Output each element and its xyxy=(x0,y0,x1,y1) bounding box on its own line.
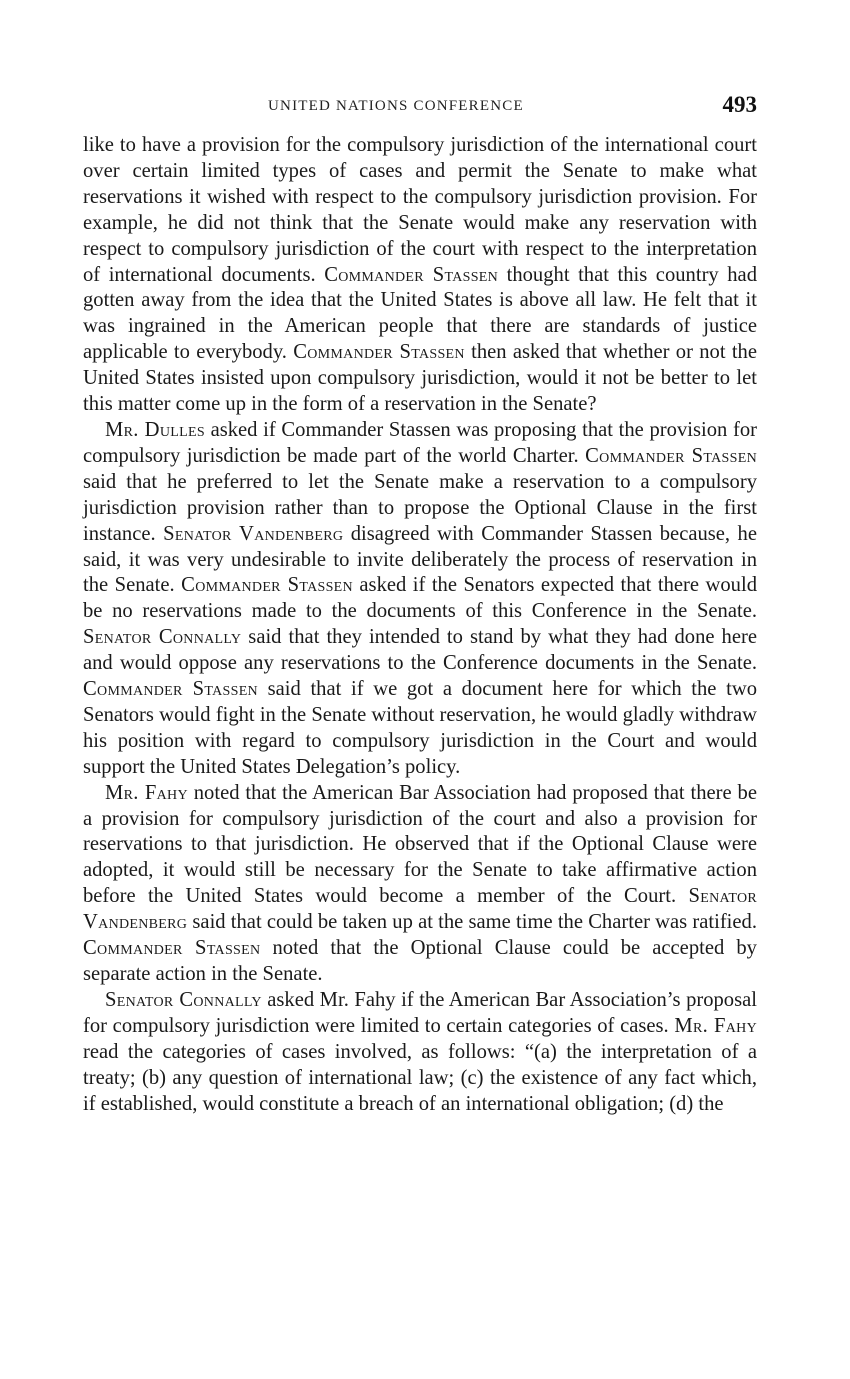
paragraph xyxy=(83,988,757,1118)
paragraph xyxy=(83,133,757,418)
text-segment: noted that the Optional Clause could be accepted by separate action in the Senate. xyxy=(83,937,757,985)
text-segment: asked if Commander Stassen was proposing that the provision for compulsory jurisdiction be made part of the world Charter. xyxy=(83,418,757,467)
speaker-name: Mr. Fahy xyxy=(105,781,188,804)
speaker-name: Senator Connally xyxy=(105,988,262,1011)
speaker-name: Senator Vandenberg xyxy=(163,522,344,545)
speaker-name: Mr. Fahy xyxy=(674,1014,757,1037)
text-segment: like to have a provision for the compulsory jurisdiction of the international court over certain limited types of cases and permit the Senate to make what reservations it wished with respect to the compulsory jurisdiction provision. For example, he did not think that the Senate would make any reservation with respect to compulsory jurisdiction of the court with respect to the interpretation of international documents. xyxy=(83,134,757,286)
page-header xyxy=(83,92,757,126)
running-head: UNITED NATIONS CONFERENCE xyxy=(268,98,524,114)
text-segment: noted that the American Bar Association had proposed that there be a provision for compulsory jurisdiction of the court and also a provision for reservations to that jurisdiction. He observed that if the Optional Clause were adopted, it would still be necessary for the Senate to take affirmative action before the United States would become a member of the Court. xyxy=(83,781,757,908)
speaker-name: Commander Stassen xyxy=(181,574,353,597)
speaker-name: Commander Stassen xyxy=(83,937,261,960)
speaker-name: Commander Stassen xyxy=(83,678,258,701)
text-segment: then asked that whether or not the United States insisted upon compulsory jurisdiction, would it not be better to let this matter come up in the form of a reservation in the Senate? xyxy=(83,341,757,416)
text-segment: said that he preferred to let the Senate make a reservation to a compulsory jurisdiction provision rather than to propose the Optional Clause in the first instance. xyxy=(83,470,757,545)
speaker-name: Commander Stassen xyxy=(585,444,757,467)
body-text xyxy=(83,133,757,1117)
text-segment: read the categories of cases involved, as follows: “(a) the interpretation of a treaty; (b) any question of international law; (c) the existence of any fact which, if established, would constitute a breach of an international obligation; (d) the xyxy=(83,1040,757,1115)
text-segment: said that could be taken up at the same time the Charter was ratified. xyxy=(187,911,757,934)
speaker-name: Commander Stassen xyxy=(324,263,499,286)
text-segment: said that they intended to stand by what they had done here and would oppose any reservations to the Conference documents in the Senate. xyxy=(83,626,757,675)
text-segment: disagreed with Commander Stassen because, he said, it was very undesirable to invite deliberately the process of reservation in the Senate. xyxy=(83,522,757,597)
paragraph xyxy=(83,418,757,781)
speaker-name: Commander Stassen xyxy=(293,341,465,364)
text-segment: asked Mr. Fahy if the American Bar Association’s proposal for compulsory jurisdiction were limited to certain categories of cases. xyxy=(83,988,757,1037)
paragraph xyxy=(83,781,757,988)
text-segment: said that if we got a document here for which the two Senators would fight in the Senate without reservation, he would gladly withdraw his position with regard to compulsory jurisdiction in the Court and would support the United States Delegation’s policy. xyxy=(83,678,757,778)
speaker-name: Senator Connally xyxy=(83,626,242,649)
speaker-name: Senator Vandenberg xyxy=(83,885,757,934)
text-segment: asked if the Senators expected that there would be no reservations made to the documents of this Conference in the Senate. xyxy=(83,574,757,623)
text-segment: thought that this country had gotten away from the idea that the United States is above all law. He felt that it was ingrained in the American people that there are standards of justice applicable to everybody. xyxy=(83,263,757,364)
document-page xyxy=(83,92,757,1117)
speaker-name: Mr. Dulles xyxy=(105,418,205,441)
page-number: 493 xyxy=(722,92,757,117)
